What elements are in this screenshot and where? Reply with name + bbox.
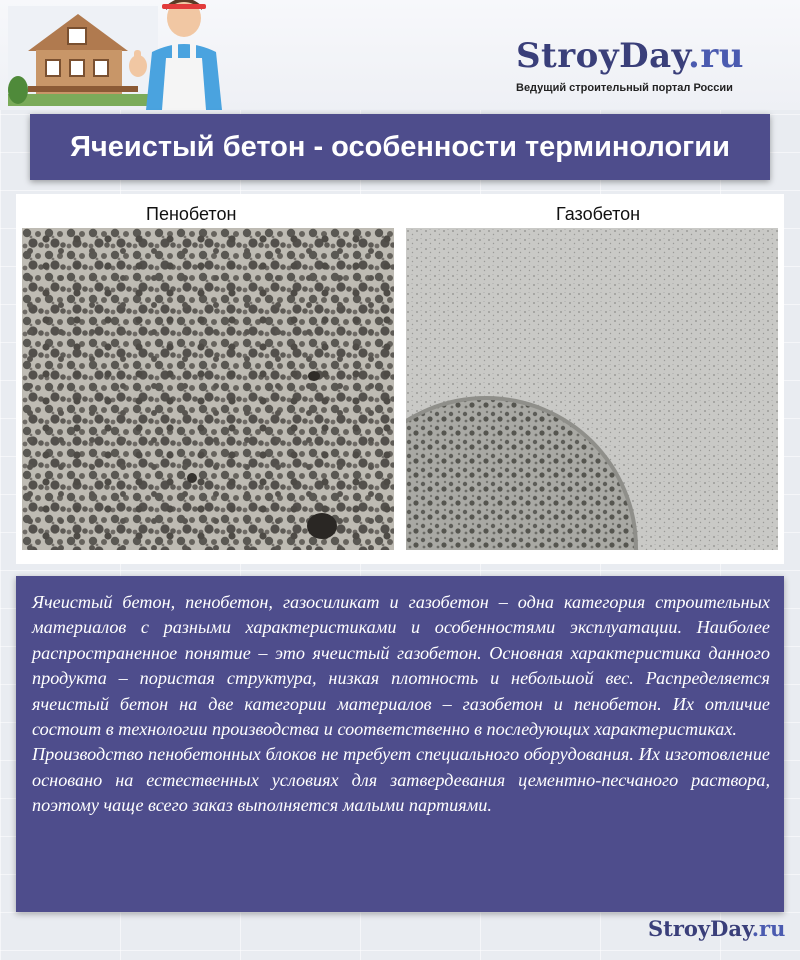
description-panel [16, 576, 784, 912]
worker-image [120, 0, 240, 110]
foam-concrete-photo [22, 228, 394, 550]
comparison-photos [16, 194, 784, 564]
footer-logo[interactable]: StroyDay.ru [648, 916, 786, 941]
site-logo[interactable]: StroyDay.ru [516, 36, 744, 76]
site-header [0, 0, 800, 110]
aerated-concrete-photo [406, 228, 778, 550]
site-tagline: Ведущий строительный портал России [516, 82, 733, 94]
title-banner [30, 114, 770, 180]
aerated-concrete-label: Газобетон [556, 204, 641, 224]
paragraph-1: Ячеистый бетон, пенобетон, газосиликат и газобетон – одна категория строительных материалов с разными характеристиками и особенностями эксплуатации. Наиболее распространенное понятие – это ячеистый газобетон. Основная характеристика данного продукта – пористая структура, низкая плотность и небольшой вес. Распределяется ячеистый бетон на две категории материалов – газобетон и пенобетон. Их отличие состоит в технологии производства и соответственно в последующих характеристиках. [32, 592, 770, 740]
foam-concrete-label: Пенобетон [146, 204, 237, 224]
page-title: Ячеистый бетон - особенности терминологии [70, 130, 730, 163]
paragraph-2: Производство пенобетонных блоков не требует специального оборудования. Их изготовление основано на естественных условиях для затвердевания цементно-песчаного раствора, поэтому чаще всего заказ выполняется малыми партиями. [32, 744, 770, 816]
